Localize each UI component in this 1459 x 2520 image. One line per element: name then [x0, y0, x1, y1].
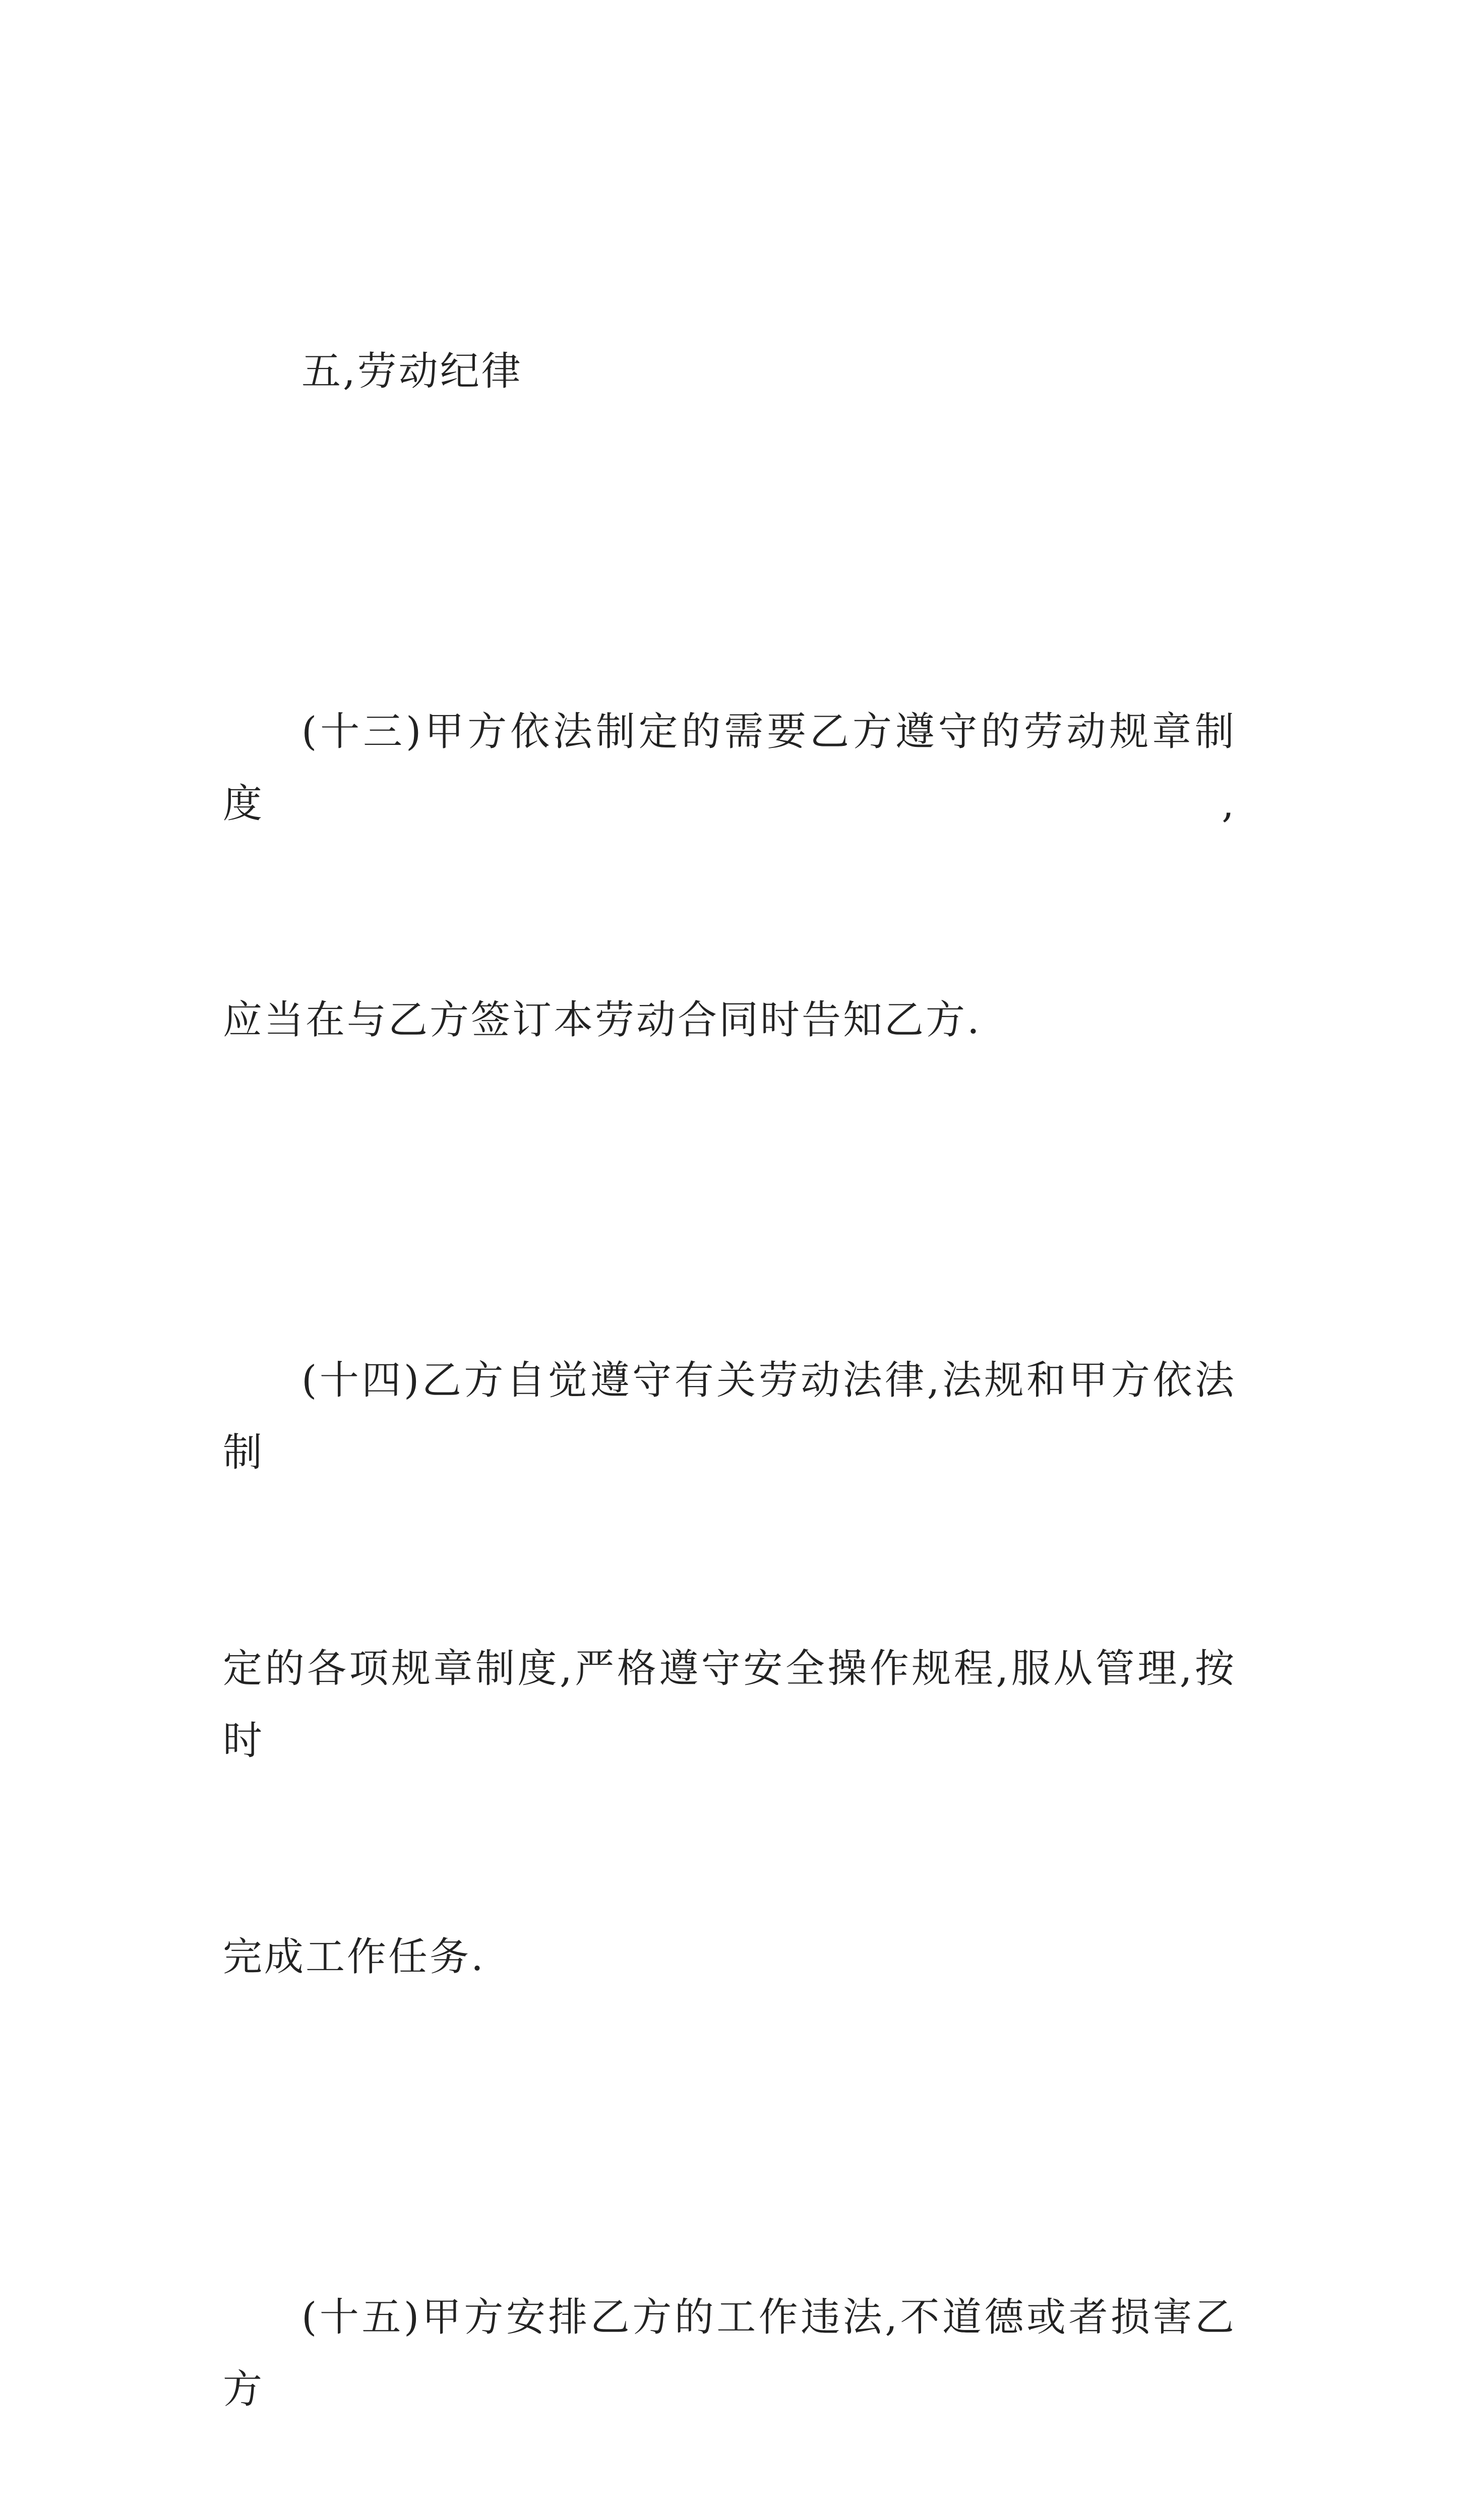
- clause-15: [223, 2137, 1236, 2520]
- text-line: (十三)甲方依法制定的需要乙方遵守的劳动规章制度,: [223, 709, 1236, 827]
- section-heading-5: [223, 192, 1236, 552]
- clause-14: [223, 1201, 1236, 2137]
- document-page: [223, 192, 1236, 2520]
- text-line: (十四)乙方自觉遵守有关劳动法律,法规和甲方依法制: [223, 1358, 1236, 1475]
- text-line: (十五)甲方安排乙方的工作违法,不道德或者损害乙方: [223, 2295, 1236, 2412]
- text-line: 应当在与乙方签订本劳动合同时告知乙方.: [223, 997, 982, 1043]
- text-line: 五,劳动纪律: [301, 349, 523, 394]
- clause-13: [223, 552, 1236, 1201]
- text-line: 完成工作任务.: [223, 1934, 485, 1980]
- text-line: 定的各项规章制度,严格遵守安全操作规程,服从管理,按时: [223, 1646, 1236, 1763]
